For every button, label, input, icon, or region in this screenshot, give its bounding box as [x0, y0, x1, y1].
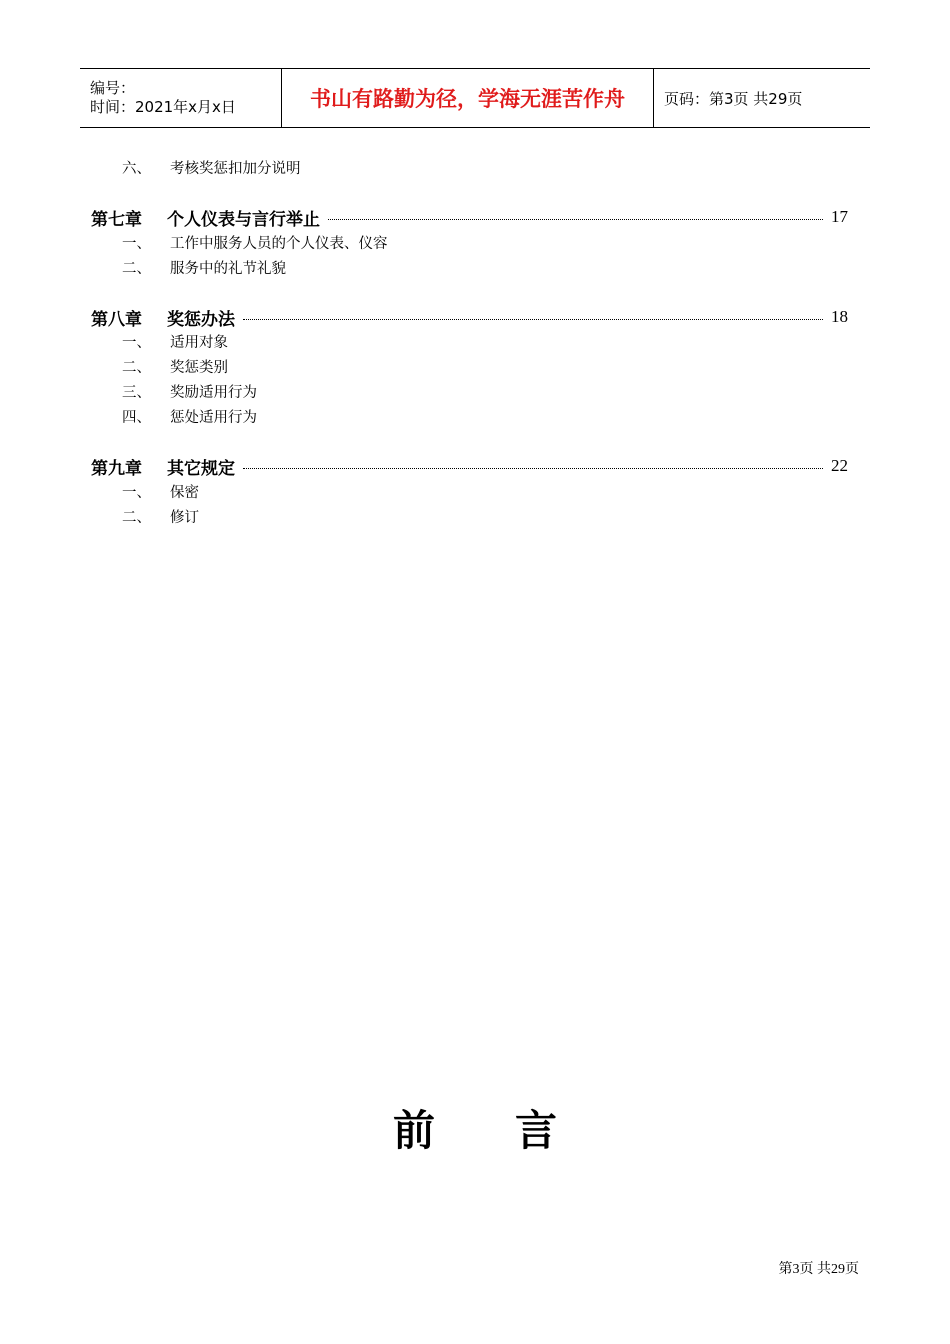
motto-text: 书山有路勤为径，学海无涯苦作舟	[310, 87, 625, 111]
toc-item-number: 二、	[122, 509, 151, 526]
toc-item-text: 修订	[170, 509, 199, 526]
toc-item	[122, 381, 257, 401]
chapter-title: 个人仪表与言行举止	[167, 209, 320, 230]
toc-item	[122, 331, 228, 351]
toc-item-text: 考核奖惩扣加分说明	[170, 160, 301, 177]
time-label: 时间：2021年x月x日	[90, 98, 236, 116]
page-header	[80, 68, 870, 128]
chapter-title: 其它规定	[167, 458, 235, 479]
toc-item-text: 惩处适用行为	[170, 409, 257, 426]
header-info	[80, 69, 282, 127]
toc-item-text: 服务中的礼节礼貌	[170, 260, 286, 277]
chapter-number: 第九章	[91, 458, 142, 479]
preface-title: 前言	[392, 1106, 637, 1155]
toc-item-number: 二、	[122, 359, 151, 376]
toc-item-number: 一、	[122, 334, 151, 351]
header-page	[654, 69, 870, 127]
toc-item-number: 三、	[122, 384, 151, 401]
toc-item	[122, 157, 301, 177]
toc-item	[122, 481, 199, 501]
page-label: 页码：第3页 共29页	[664, 89, 803, 108]
page-footer: 第3页 共29页	[778, 1262, 859, 1277]
toc-item	[122, 257, 286, 277]
dot-leader	[328, 219, 823, 220]
chapter-page: 18	[831, 307, 848, 326]
toc-chapter-8	[91, 305, 848, 329]
toc-item-text: 适用对象	[170, 334, 228, 351]
dot-leader	[243, 468, 823, 469]
dot-leader	[243, 319, 823, 320]
toc-item-text: 奖惩类别	[170, 359, 228, 376]
toc-item-number: 六、	[122, 160, 151, 177]
toc-item-text: 工作中服务人员的个人仪表、仪容	[170, 235, 388, 252]
chapter-page: 22	[831, 456, 848, 475]
toc-item	[122, 406, 257, 426]
toc-item-number: 二、	[122, 260, 151, 277]
header-motto	[282, 69, 654, 127]
toc-item-text: 保密	[170, 484, 199, 501]
chapter-page: 17	[831, 207, 848, 226]
toc-item-number: 一、	[122, 235, 151, 252]
chapter-number: 第八章	[91, 309, 142, 330]
code-label: 编号：	[90, 79, 136, 97]
toc-chapter-7	[91, 205, 848, 229]
toc-item-number: 一、	[122, 484, 151, 501]
toc-item	[122, 356, 228, 376]
toc-item-text: 奖励适用行为	[170, 384, 257, 401]
toc-item	[122, 232, 388, 252]
toc-chapter-9	[91, 454, 848, 478]
toc-item-number: 四、	[122, 409, 151, 426]
chapter-number: 第七章	[91, 209, 142, 230]
toc-item	[122, 506, 199, 526]
chapter-title: 奖惩办法	[167, 309, 235, 330]
